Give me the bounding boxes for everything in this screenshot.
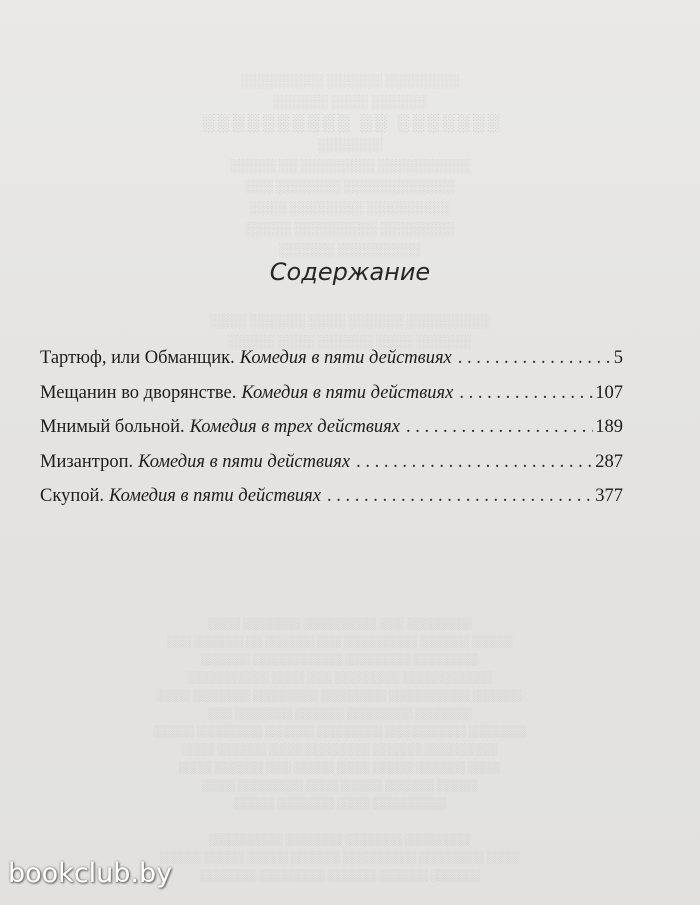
table-of-contents bbox=[40, 348, 623, 521]
toc-entry bbox=[40, 452, 623, 487]
bleed-through-text: ░░░░░░░░ ░░░░░░ ░░░░░░░░░ ░░░░░░ ░░░░ ░░░░░░ ░░░░░░░ ░░ ░░░░░░░░░░ ░░░░░░░ ░░░░░░░░░░ ░░░░░░░░ ░░ ░░░░░ ░░░░░░░░░░░░ ░░░░░░░ ░░░ ░░░░░░░░░ ░░░░░░░░ ░░░░ ░░░░░░░░ ░░░░░░░░░ ░░░░░ ░░░░░░░░░ ░░░░░░ ░░░░░░░░░ ░░░░░░ ░░░░ ░░░░░░ ░░░░ ░░░░░░ ░░░░ ░░░░░░ ░░░░ ░░░░░ ░░░░░░░░ ░░░ ░░░░░░░░░ ░░░░░░░ ░░░░ ░░░░░ ░░░░░░ ░░░░░░░░░ ░░░ ░░░░░░ ░░ ░░░░░░ ░░░ ░░░░░░░░ ░░░░░░░░ ░░░░░░░░░░░ ░░░░░░ ░░░░░░░░░░░ ░░░░░░░░ ░░░ ░░░░ ░░░░░░░░░░ ░░░░░░ ░░░░░░░░░░ ░░░░░░░░ ░░░░░░░░ ░░░░░░░ ░░░░ ░░░░░░░ ░░░░░░░░ ░░░░░░ ░░░░░░░ ░░░ ░░░░░░░ ░░░░░░░░░░ ░░░░░░░░ ░░░░░░ ░░░░░░░░ ░░░░░ ░░░░░░░░░ ░░░░░░ ░░░░░░░░ ░░░░ ░░░░░░ ░░░░ ░░░░ ░░░░░░ ░░░░░ ░░░░ ░░░░░ ░░░ ░░░░░░ ░░░░ ░░░░░ ░░░░░░ ░░░░░ ░░░░ ░░░░░░░░ ░░░░ ░░░░░░░░░ ░░░░ ░░░░░░░ ░░░░░ ░░░░░░░░ ░░░░░░░ ░░░░░░░ ░░░░░░░░░ ░░░░ ░░░░░░░░ ░░░░░░░░░ ░░░░░░ ░░░░░ ░░░░░ ░░░░░ ░░░░░░ ░░░░░░ ░░░░░░ ░░░░░░░░ ░░░░░░░ bbox=[153, 73, 527, 882]
toc-leader-dots bbox=[459, 383, 593, 404]
toc-leader-dots bbox=[406, 417, 593, 438]
toc-entry-genre: Комедия в пяти действиях bbox=[138, 451, 351, 472]
toc-entry-title: Мнимый больной. bbox=[40, 417, 185, 437]
toc-entry-genre: Комедия в пяти действиях bbox=[239, 348, 452, 368]
toc-entry-page: 5 bbox=[613, 348, 623, 368]
toc-entry-page: 287 bbox=[595, 451, 623, 472]
contents-heading: Содержание bbox=[269, 258, 431, 286]
toc-entry-page: 107 bbox=[595, 382, 623, 403]
toc-entry bbox=[40, 417, 623, 452]
toc-entry-title: Тартюф, или Обманщик. bbox=[40, 348, 235, 368]
toc-entry-title: Мещанин во дворянстве. bbox=[40, 382, 237, 403]
toc-leader-dots bbox=[356, 452, 593, 473]
toc-entry bbox=[40, 383, 623, 418]
toc-entry-title: Скупой. bbox=[40, 486, 104, 506]
toc-leader-dots bbox=[458, 348, 612, 369]
toc-entry bbox=[40, 486, 623, 521]
toc-entry-page: 189 bbox=[595, 417, 623, 437]
toc-entry-genre: Комедия в пяти действиях bbox=[241, 382, 454, 403]
toc-entry-genre: Комедия в трех действиях bbox=[189, 417, 400, 437]
toc-entry bbox=[40, 348, 623, 383]
site-watermark: bookclub.by bbox=[8, 858, 173, 889]
toc-entry-genre: Комедия в пяти действиях bbox=[109, 486, 321, 506]
toc-entry-title: Мизантроп. bbox=[40, 451, 134, 472]
toc-leader-dots bbox=[327, 486, 593, 507]
toc-entry-page: 377 bbox=[595, 486, 623, 506]
